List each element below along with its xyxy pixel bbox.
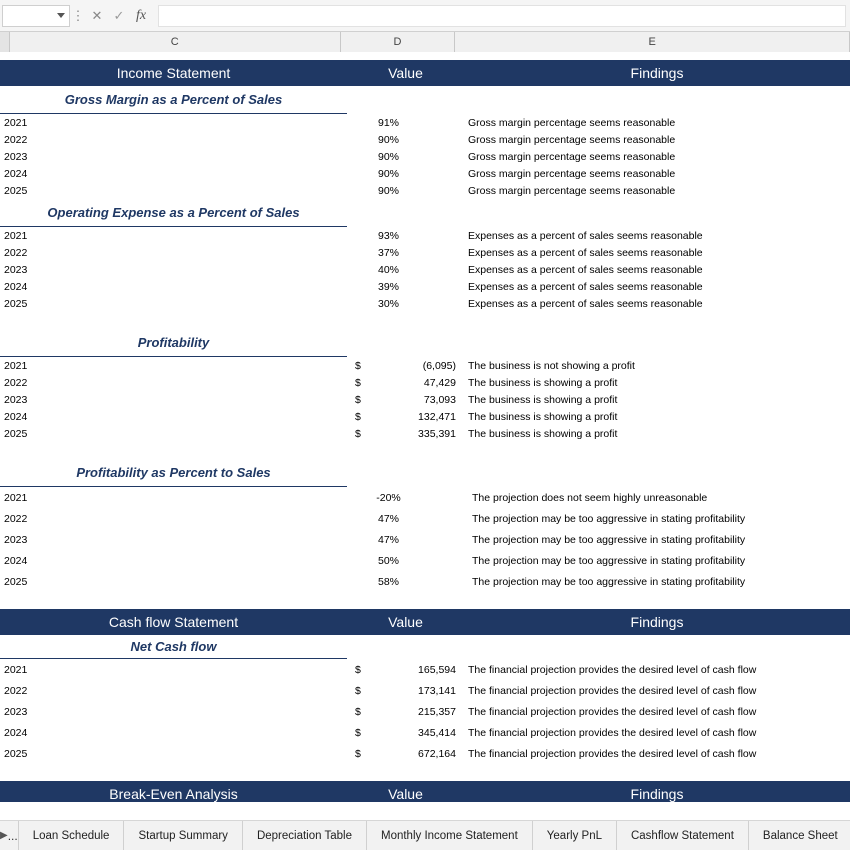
band-findings-label: Findings (630, 786, 684, 802)
table-row[interactable] (0, 227, 850, 244)
fx-icon[interactable]: fx (135, 7, 147, 23)
row-finding: Expenses as a percent of sales seems reasonable (468, 280, 703, 293)
group-spacer (0, 764, 850, 781)
group-heading-label: Gross Margin as a Percent of Sales (0, 86, 347, 114)
row-year: 2024 (4, 410, 28, 423)
table-row[interactable] (0, 701, 850, 722)
table-row[interactable] (0, 131, 850, 148)
select-all-corner[interactable] (0, 32, 10, 52)
currency-symbol: $ (355, 684, 361, 697)
amount: 173,141 (418, 684, 456, 697)
row-value (347, 748, 464, 760)
row-year: 2021 (4, 491, 28, 504)
row-value: 50% (377, 554, 399, 567)
currency-symbol: $ (355, 410, 361, 423)
row-value: 58% (377, 575, 399, 588)
sheet-tab-bar (0, 820, 850, 850)
row-finding: The projection may be too aggressive in stating profitability (472, 512, 746, 525)
group-spacer (0, 592, 850, 609)
row-year: 2023 (4, 263, 28, 276)
table-row[interactable] (0, 182, 850, 199)
triangle-right-icon[interactable]: ▶ (0, 830, 8, 841)
amount: 672,164 (418, 747, 456, 760)
row-year: 2024 (4, 280, 28, 293)
row-value: 91% (377, 116, 399, 129)
row-year: 2025 (4, 575, 28, 588)
group-heading-label: Operating Expense as a Percent of Sales (0, 199, 347, 227)
table-row[interactable] (0, 680, 850, 701)
column-header-e[interactable]: E (455, 32, 850, 52)
band-findings-label: Findings (630, 614, 684, 630)
row-value: 90% (377, 167, 399, 180)
row-finding: The projection may be too aggressive in stating profitability (472, 554, 746, 567)
formula-bar (0, 0, 850, 32)
band-title: Income Statement (116, 65, 231, 81)
row-year: 2024 (4, 167, 28, 180)
chevron-down-icon[interactable] (57, 13, 65, 18)
row-finding: Expenses as a percent of sales seems reasonable (468, 246, 703, 259)
sheet-tab-loan-schedule[interactable]: Loan Schedule (18, 821, 124, 850)
sheet-tab-balance-sheet[interactable]: Balance Sheet (748, 821, 850, 850)
currency-symbol: $ (355, 747, 361, 760)
currency-symbol: $ (355, 393, 361, 406)
table-row[interactable] (0, 374, 850, 391)
row-finding: The financial projection provides the desired level of cash flow (468, 747, 757, 760)
row-finding: Expenses as a percent of sales seems reasonable (468, 229, 703, 242)
table-row[interactable] (0, 529, 850, 550)
table-row[interactable] (0, 659, 850, 680)
row-year: 2025 (4, 427, 28, 440)
amount: 132,471 (418, 410, 456, 423)
table-row[interactable] (0, 278, 850, 295)
amount: 345,414 (418, 726, 456, 739)
row-year: 2021 (4, 359, 28, 372)
sheet-tab-monthly-income-statement[interactable]: Monthly Income Statement (366, 821, 532, 850)
row-year: 2023 (4, 533, 28, 546)
row-value: 39% (377, 280, 399, 293)
sheet-grid[interactable] (0, 52, 850, 802)
row-finding: Expenses as a percent of sales seems reasonable (468, 263, 703, 276)
table-row[interactable] (0, 357, 850, 374)
formula-input[interactable] (158, 5, 846, 27)
table-row[interactable] (0, 550, 850, 571)
row-finding: The business is showing a profit (468, 393, 618, 406)
group-spacer (0, 312, 850, 329)
row-value: 93% (377, 229, 399, 242)
row-finding: Gross margin percentage seems reasonable (468, 184, 676, 197)
row-finding: Gross margin percentage seems reasonable (468, 150, 676, 163)
row-value (347, 428, 464, 440)
row-year: 2022 (4, 376, 28, 389)
row-year: 2022 (4, 246, 28, 259)
column-header-c[interactable]: C (10, 32, 341, 52)
row-year: 2025 (4, 297, 28, 310)
group-heading-operating-expense (0, 199, 850, 227)
check-icon[interactable]: ✓ (113, 7, 125, 23)
row-value: 37% (377, 246, 399, 259)
row-year: 2024 (4, 726, 28, 739)
currency-symbol: $ (355, 726, 361, 739)
row-value (347, 411, 464, 423)
row-value (347, 360, 464, 372)
row-value (347, 727, 464, 739)
row-finding: The business is showing a profit (468, 376, 618, 389)
row-year: 2022 (4, 133, 28, 146)
row-year: 2022 (4, 684, 28, 697)
band-title: Cash flow Statement (108, 614, 239, 630)
row-finding: The business is showing a profit (468, 410, 618, 423)
band-value-label: Value (388, 786, 423, 802)
currency-symbol: $ (355, 359, 361, 372)
section-band-break-even-analysis (0, 781, 850, 802)
row-finding: The business is showing a profit (468, 427, 618, 440)
row-year: 2023 (4, 705, 28, 718)
table-row[interactable] (0, 425, 850, 442)
row-finding: The financial projection provides the desired level of cash flow (468, 705, 757, 718)
amount: 215,357 (418, 705, 456, 718)
section-band-income-statement (0, 60, 850, 86)
column-header-d[interactable]: D (341, 32, 456, 52)
table-row[interactable] (0, 571, 850, 592)
currency-symbol: $ (355, 427, 361, 440)
currency-symbol: $ (355, 663, 361, 676)
group-heading-label: Profitability (0, 329, 347, 357)
group-heading-label: Net Cash flow (0, 635, 347, 659)
row-year: 2021 (4, 116, 28, 129)
row-finding: The projection does not seem highly unreasonable (472, 491, 708, 504)
table-row[interactable] (0, 722, 850, 743)
amount: 73,093 (423, 393, 456, 406)
sheet-tab-cashflow-statement[interactable]: Cashflow Statement (616, 821, 748, 850)
table-row[interactable] (0, 261, 850, 278)
row-year: 2021 (4, 229, 28, 242)
row-year: 2023 (4, 393, 28, 406)
row-year: 2023 (4, 150, 28, 163)
close-icon[interactable]: ✕ (91, 7, 103, 23)
group-heading-gross-margin (0, 86, 850, 114)
amount: 47,429 (423, 376, 456, 389)
row-year: 2021 (4, 663, 28, 676)
table-row[interactable] (0, 743, 850, 764)
table-row[interactable] (0, 244, 850, 261)
table-row[interactable] (0, 148, 850, 165)
currency-symbol: $ (355, 376, 361, 389)
column-header-row (0, 32, 850, 52)
row-value: 47% (377, 512, 399, 525)
row-finding: The financial projection provides the desired level of cash flow (468, 684, 757, 697)
row-value (347, 685, 464, 697)
row-value: 90% (377, 133, 399, 146)
sheet-tab-startup-summary[interactable]: Startup Summary (123, 821, 241, 850)
row-finding: The projection may be too aggressive in stating profitability (472, 533, 746, 546)
row-finding: Expenses as a percent of sales seems reasonable (468, 297, 703, 310)
row-value (347, 394, 464, 406)
table-row[interactable] (0, 165, 850, 182)
row-value: 30% (377, 297, 399, 310)
row-finding: The financial projection provides the desired level of cash flow (468, 663, 757, 676)
tab-overflow-button[interactable]: ... (7, 828, 18, 843)
amount: (6,095) (422, 359, 456, 372)
amount: 335,391 (418, 427, 456, 440)
row-year: 2024 (4, 554, 28, 567)
sheet-tab-yearly-pnl[interactable]: Yearly PnL (532, 821, 616, 850)
group-heading-profitability-percent (0, 459, 850, 487)
group-heading-net-cash-flow (0, 635, 850, 659)
table-row[interactable] (0, 508, 850, 529)
row-finding: Gross margin percentage seems reasonable (468, 167, 676, 180)
row-value: -20% (376, 491, 401, 504)
group-heading-label: Profitability as Percent to Sales (0, 459, 347, 487)
row-finding: Gross margin percentage seems reasonable (468, 133, 676, 146)
band-value-label: Value (388, 65, 423, 81)
table-row[interactable] (0, 408, 850, 425)
group-spacer (0, 442, 850, 459)
row-finding: Gross margin percentage seems reasonable (468, 116, 676, 129)
row-finding: The financial projection provides the desired level of cash flow (468, 726, 757, 739)
row-year: 2022 (4, 512, 28, 525)
currency-symbol: $ (355, 705, 361, 718)
row-value: 90% (377, 184, 399, 197)
row-value (347, 377, 464, 389)
table-row[interactable] (0, 487, 850, 508)
section-band-cash-flow-statement (0, 609, 850, 635)
row-value (347, 664, 464, 676)
row-value: 47% (377, 533, 399, 546)
sheet-tab-depreciation-table[interactable]: Depreciation Table (242, 821, 366, 850)
top-spacer (0, 52, 850, 60)
band-findings-label: Findings (630, 65, 684, 81)
row-finding: The projection may be too aggressive in stating profitability (472, 575, 746, 588)
band-title: Break-Even Analysis (109, 786, 238, 802)
formula-bar-divider: ⋮ (71, 7, 85, 23)
amount: 165,594 (418, 663, 456, 676)
table-row[interactable] (0, 391, 850, 408)
group-heading-profitability (0, 329, 850, 357)
row-year: 2025 (4, 184, 28, 197)
band-value-label: Value (388, 614, 423, 630)
row-value (347, 706, 464, 718)
table-row[interactable] (0, 295, 850, 312)
row-value: 40% (377, 263, 399, 276)
row-year: 2025 (4, 747, 28, 760)
table-row[interactable] (0, 114, 850, 131)
name-box[interactable] (2, 5, 70, 27)
row-finding: The business is not showing a profit (468, 359, 635, 372)
row-value: 90% (377, 150, 399, 163)
